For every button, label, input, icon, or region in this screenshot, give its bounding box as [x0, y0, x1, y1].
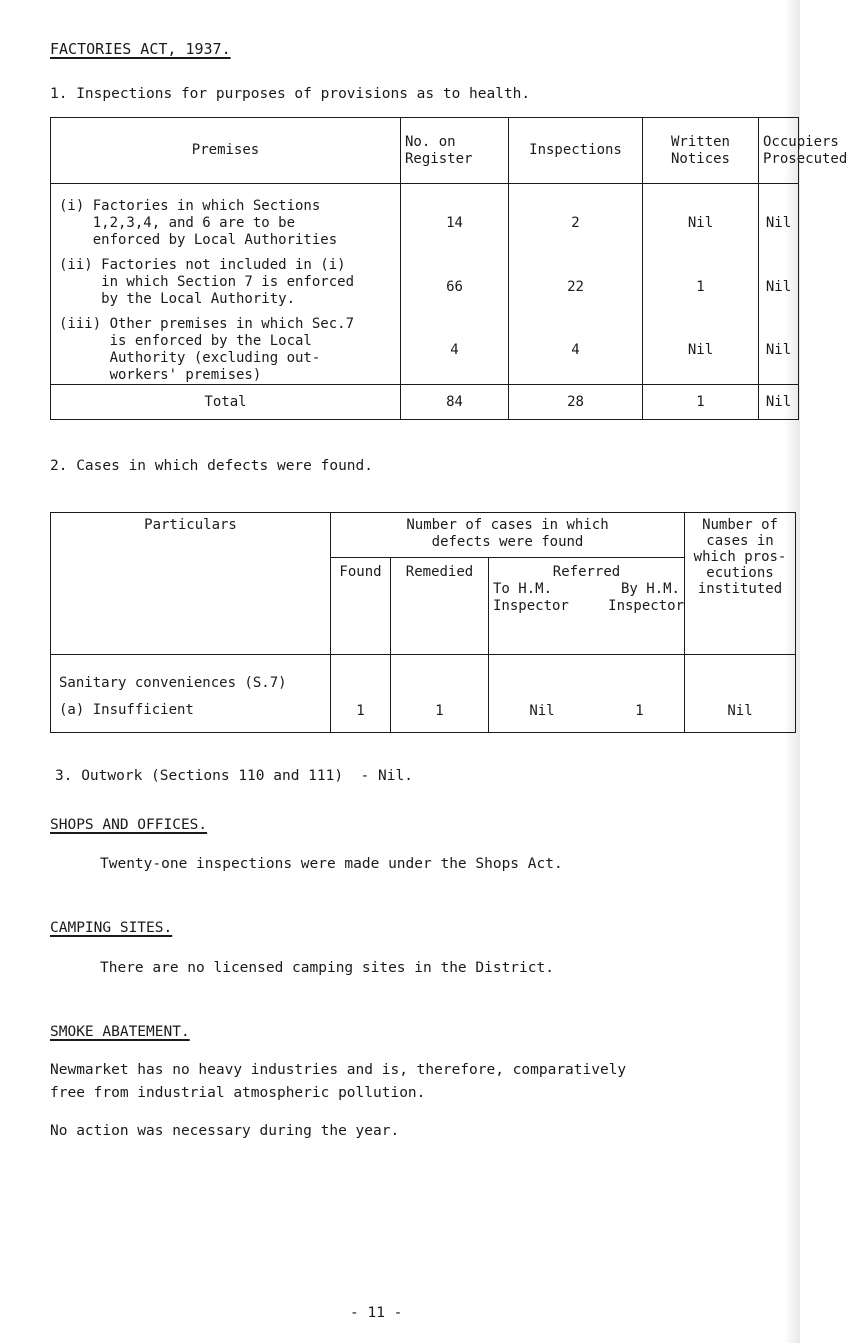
total-inspections: 28 [509, 385, 643, 420]
inspections-ii: 22 [567, 278, 584, 295]
defect-referred [489, 655, 685, 733]
defect-particulars [51, 655, 331, 733]
register-cell [401, 184, 509, 385]
defect-item: (a) Insufficient [59, 702, 194, 718]
premises-ii: (ii) Factories not included in (i) in which Section 7 is enforced by the Local Authority. [59, 257, 355, 307]
defect-category: Sanitary conveniences (S.7) [59, 675, 287, 691]
header-by-hm: By H.M. [620, 581, 680, 597]
prosecuted-i: Nil [765, 215, 792, 231]
premises-iii: (iii) Other premises in which Sec.7 is enforced by the Local Authority (excluding out- workers' premises) [59, 316, 355, 383]
page-heading: FACTORIES ACT, 1937. [50, 40, 231, 58]
camping-heading: CAMPING SITES. [50, 920, 173, 936]
total-register: 84 [401, 385, 509, 420]
header-referred-label: Referred [552, 564, 621, 580]
inspections-total-row [51, 385, 799, 420]
register-i: 14 [446, 215, 463, 231]
header-referred [489, 558, 685, 655]
shops-heading: SHOPS AND OFFICES. [50, 817, 208, 833]
section1-title: 1. Inspections for purposes of provisions as to health. [50, 86, 531, 102]
shops-text: Twenty-one inspections were made under the Shops Act. [100, 856, 563, 872]
camping-text: There are no licensed camping sites in the District. [100, 960, 554, 976]
header-to-hm: To H.M. [493, 581, 553, 597]
header-inspections: Inspections [509, 118, 643, 184]
inspections-table [50, 117, 847, 420]
inspections-iii: 4 [571, 342, 580, 358]
page-number: - 11 - [350, 1305, 403, 1321]
header-register: No. on Register [401, 118, 509, 184]
section3-outwork: 3. Outwork (Sections 110 and 111) - Nil. [55, 768, 413, 784]
inspections-i: 2 [571, 215, 580, 231]
defect-by-hm: 1 [635, 703, 644, 719]
header-prosecutions: Number of cases in which pros- ecutions instituted [685, 513, 796, 655]
defects-header-row-1 [51, 513, 796, 558]
defect-remedied: 1 [391, 655, 489, 733]
header-prosecuted: Occupiers Prosecuted [759, 118, 799, 184]
header-inspector-2: Inspector [608, 598, 684, 614]
notices-iii: Nil [687, 342, 714, 358]
header-notices: Written Notices [643, 118, 759, 184]
header-particulars: Particulars [51, 513, 331, 655]
header-remedied: Remedied [391, 558, 489, 655]
defects-table [50, 512, 796, 733]
inspections-header-row [51, 118, 799, 184]
inspections-body-row [51, 184, 799, 385]
total-prosecuted: Nil [759, 385, 799, 420]
premises-cell [51, 184, 401, 385]
defects-data-row [51, 655, 796, 733]
inspections-cell [509, 184, 643, 385]
prosecuted-ii: Nil [765, 278, 792, 295]
notices-cell [643, 184, 759, 385]
defect-prosecutions: Nil [685, 655, 796, 733]
premises-i: (i) Factories in which Sections 1,2,3,4, and 6 are to be enforced by Local Authorities [59, 198, 338, 248]
prosecuted-iii: Nil [765, 342, 792, 358]
defect-to-hm: Nil [529, 703, 555, 719]
defect-found: 1 [331, 655, 391, 733]
header-number-cases: Number of cases in which defects were found [331, 513, 685, 558]
notices-i: Nil [687, 215, 714, 231]
prosecuted-cell [759, 184, 799, 385]
header-inspector-1: Inspector [493, 598, 569, 614]
smoke-para1-line2: free from industrial atmospheric pollution. [50, 1085, 426, 1101]
register-ii: 66 [446, 278, 463, 295]
smoke-heading: SMOKE ABATEMENT. [50, 1024, 190, 1040]
header-found: Found [331, 558, 391, 655]
section2-title: 2. Cases in which defects were found. [50, 458, 374, 474]
header-premises: Premises [51, 118, 401, 184]
register-iii: 4 [450, 342, 459, 358]
smoke-para1-line1: Newmarket has no heavy industries and is, therefore, comparatively [50, 1062, 627, 1078]
total-label: Total [51, 385, 401, 420]
total-notices: 1 [643, 385, 759, 420]
notices-ii: 1 [696, 278, 705, 295]
smoke-para2: No action was necessary during the year. [50, 1123, 400, 1139]
